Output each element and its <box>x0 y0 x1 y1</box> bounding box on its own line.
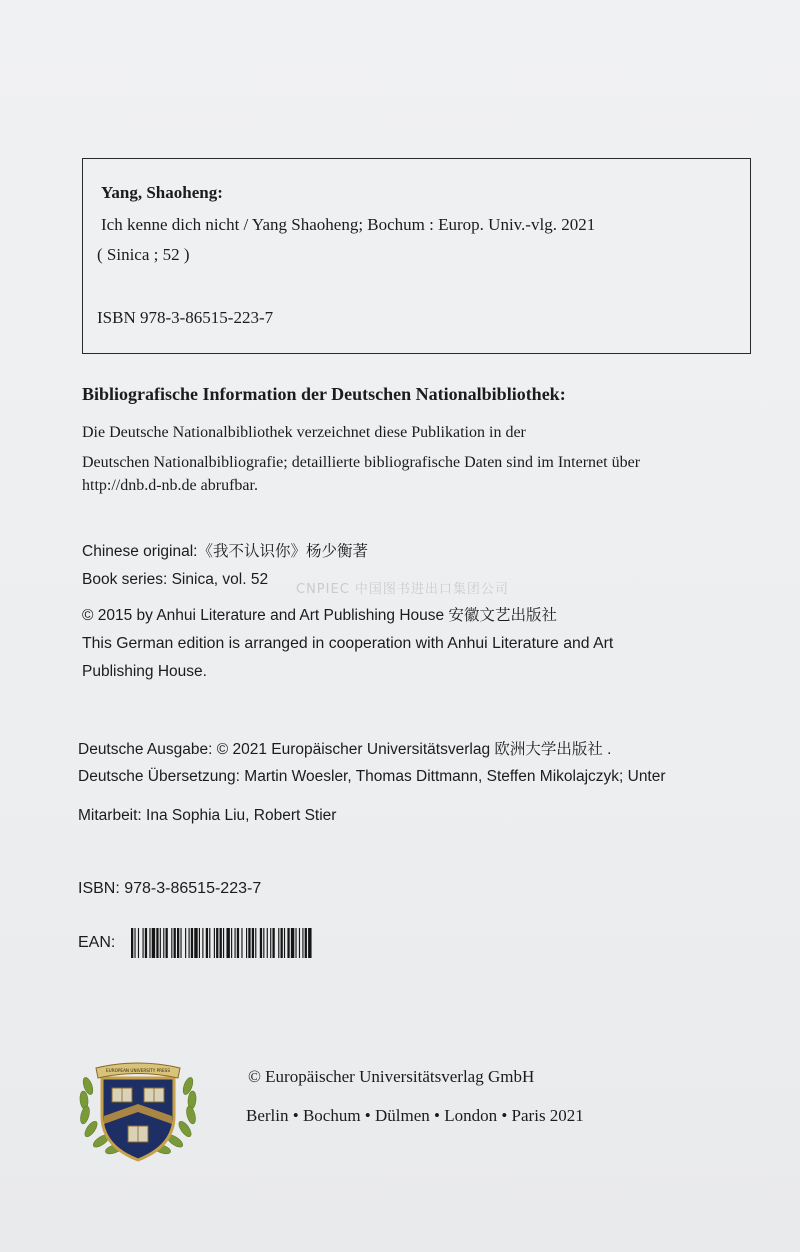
publisher-emblem <box>74 1038 202 1166</box>
cip-title-line: Ich kenne dich nicht / Yang Shaoheng; Bochum : Europ. Univ.-vlg. 2021 <box>101 215 596 234</box>
ean-barcode <box>131 928 476 958</box>
arrangement-line-2: Publishing House. <box>82 663 207 680</box>
cip-isbn: ISBN 978-3-86515-223-7 <box>97 308 274 327</box>
deutsche-ausgabe: Deutsche Ausgabe: © 2021 Europäischer Universitätsverlag 欧洲大学出版社 . <box>78 741 612 758</box>
cip-record-box <box>82 158 751 354</box>
publisher-cities: Berlin • Bochum • Dülmen • London • Paris 2021 <box>246 1106 584 1125</box>
svg-text:EUROPEAN UNIVERSITY PRESS: EUROPEAN UNIVERSITY PRESS <box>105 1068 171 1073</box>
original-copyright: © 2015 by Anhui Literature and Art Publishing House 安徽文艺出版社 <box>82 607 557 624</box>
dnb-line-1: Die Deutsche Nationalbibliothek verzeichnet diese Publikation in der <box>82 424 526 441</box>
chinese-original: Chinese original:《我不认识你》杨少衡著 <box>82 543 368 560</box>
publisher-name: © Europäischer Universitätsverlag GmbH <box>248 1067 535 1086</box>
book-series: Book series: Sinica, vol. 52 <box>82 571 269 588</box>
dnb-heading: Bibliografische Information der Deutschen Nationalbibliothek: <box>82 384 566 404</box>
dnb-line-2: Deutschen Nationalbibliografie; detaillierte bibliografische Daten sind im Internet über <box>82 454 641 471</box>
cnpiec-watermark: CNPIEC 中国图书进出口集团公司 <box>296 582 509 597</box>
cip-author: Yang, Shaoheng: <box>101 183 223 202</box>
mitarbeit: Mitarbeit: Ina Sophia Liu, Robert Stier <box>78 807 337 824</box>
deutsche-uebersetzung: Deutsche Übersetzung: Martin Woesler, Thomas Dittmann, Steffen Mikolajczyk; Unter <box>78 768 666 785</box>
ean-label: EAN: <box>78 934 116 951</box>
arrangement-line-1: This German edition is arranged in cooperation with Anhui Literature and Art <box>82 635 614 652</box>
isbn-line: ISBN: 978-3-86515-223-7 <box>78 880 262 897</box>
cip-series: ( Sinica ; 52 ) <box>97 245 190 264</box>
dnb-line-3: http://dnb.d-nb.de abrufbar. <box>82 477 258 494</box>
